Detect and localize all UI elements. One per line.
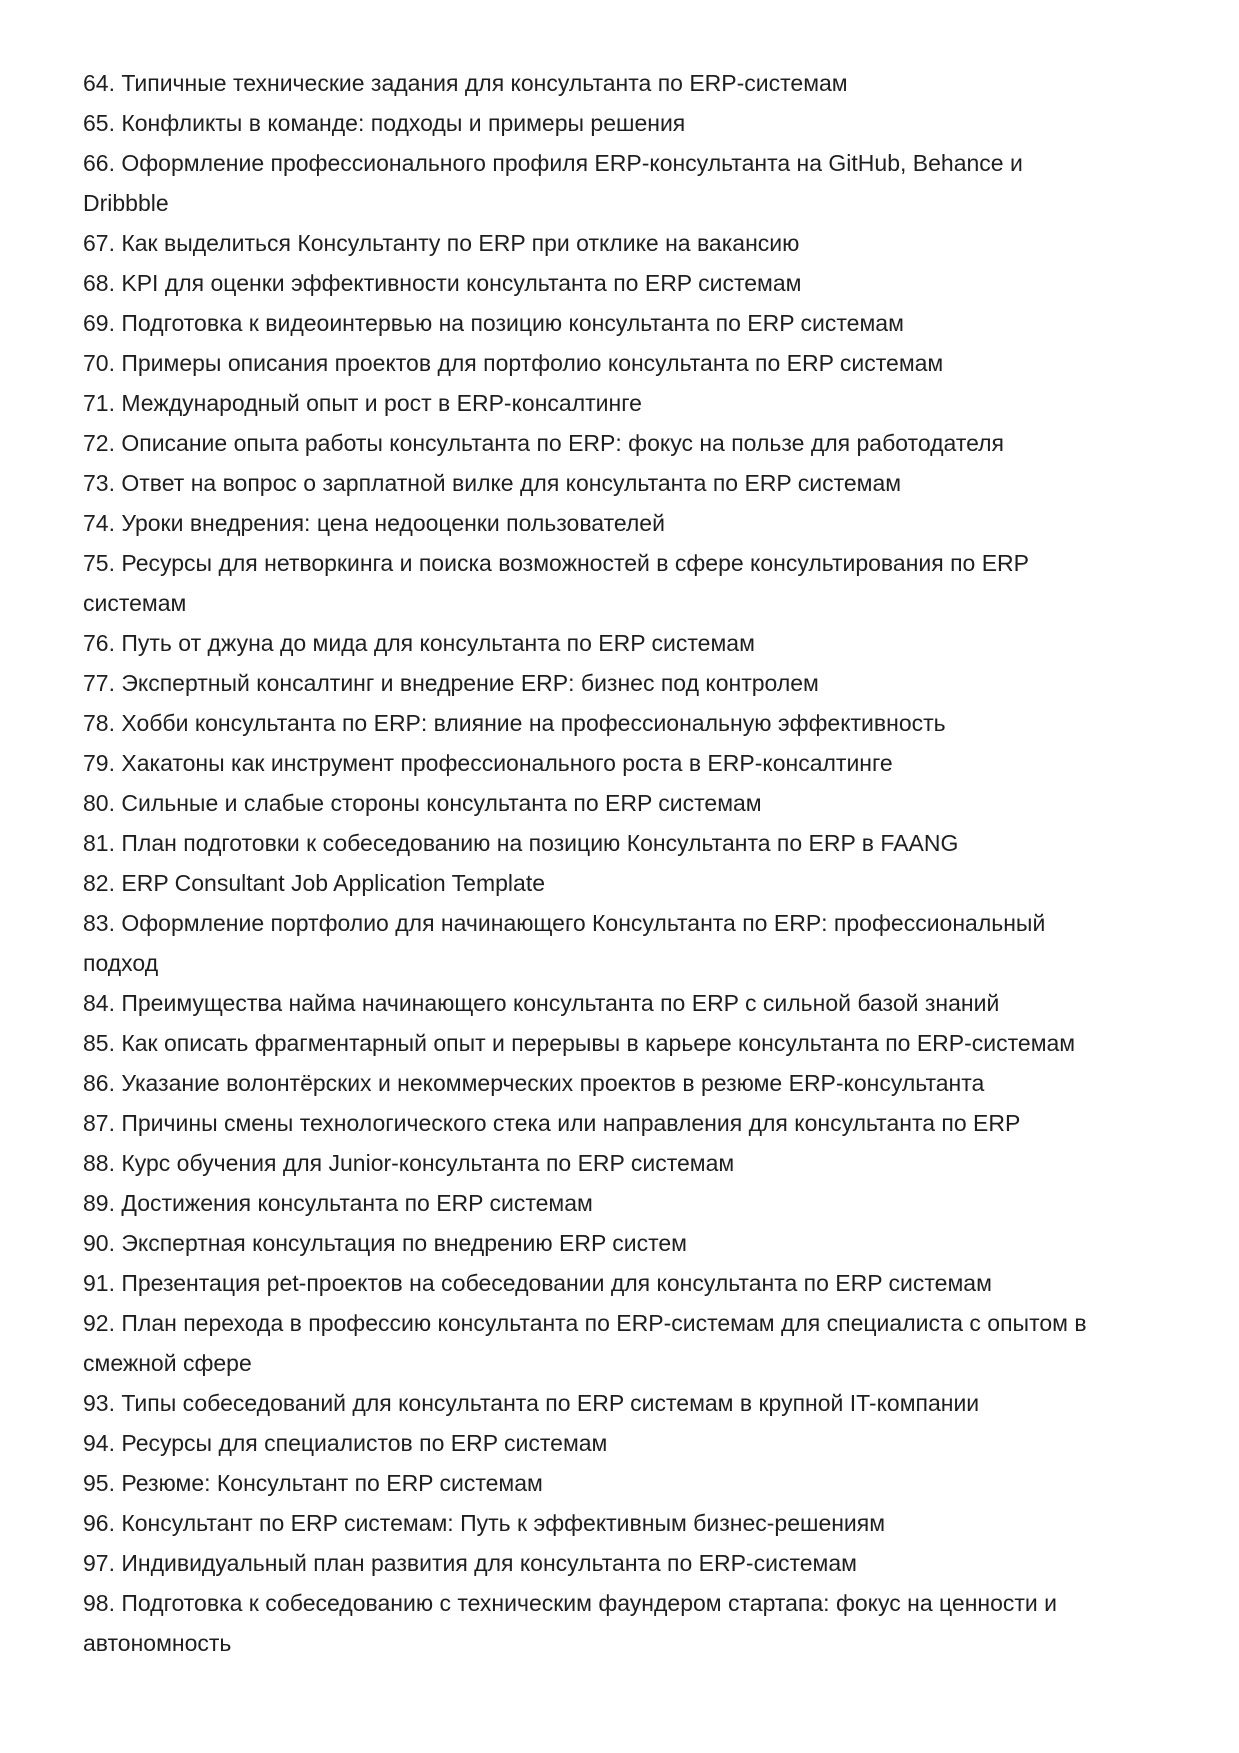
list-item-text: 80. Сильные и слабые стороны консультанта по ERP системам <box>83 790 762 816</box>
list-item <box>83 1103 1087 1143</box>
list-item-text: 88. Курс обучения для Junior-консультанта по ERP системам <box>83 1150 735 1176</box>
list-item <box>83 303 1087 343</box>
list-item <box>83 1263 1087 1303</box>
list-item-text-continuation: подход <box>83 950 159 976</box>
list-item <box>83 1063 1087 1103</box>
list-item-text: 85. Как описать фрагментарный опыт и перерывы в карьере консультанта по ERP-системам <box>83 1030 1076 1056</box>
list-item <box>83 1543 1087 1583</box>
article-list <box>83 63 1087 1663</box>
list-item <box>83 503 1087 543</box>
list-item <box>83 1183 1087 1223</box>
list-item-text: 96. Консультант по ERP системам: Путь к эффективным бизнес-решениям <box>83 1510 886 1536</box>
list-item <box>83 463 1087 503</box>
list-item-text: 77. Экспертный консалтинг и внедрение ERP: бизнес под контролем <box>83 670 819 696</box>
list-item-text: 71. Международный опыт и рост в ERP-консалтинге <box>83 390 642 416</box>
list-item-text: 79. Хакатоны как инструмент профессионального роста в ERP-консалтинге <box>83 750 893 776</box>
list-item-text: 95. Резюме: Консультант по ERP системам <box>83 1470 543 1496</box>
list-item <box>83 983 1087 1023</box>
list-item <box>83 1583 1087 1663</box>
list-item-text: 93. Типы собеседований для консультанта по ERP системам в крупной IT-компании <box>83 1390 980 1416</box>
list-item <box>83 1383 1087 1423</box>
list-item <box>83 863 1087 903</box>
list-item <box>83 743 1087 783</box>
list-item <box>83 1303 1087 1383</box>
list-item <box>83 703 1087 743</box>
list-item-text: 98. Подготовка к собеседованию с техническим фаундером стартапа: фокус на ценности и <box>83 1590 1058 1616</box>
list-item-text-continuation: автономность <box>83 1630 232 1656</box>
list-item <box>83 1503 1087 1543</box>
list-item <box>83 783 1087 823</box>
list-item <box>83 103 1087 143</box>
list-item <box>83 1143 1087 1183</box>
list-item-text: 73. Ответ на вопрос о зарплатной вилке для консультанта по ERP системам <box>83 470 902 496</box>
list-item-text: 64. Типичные технические задания для консультанта по ERP-системам <box>83 70 848 96</box>
list-item-text-continuation: смежной сфере <box>83 1350 252 1376</box>
list-item-text: 69. Подготовка к видеоинтервью на позицию консультанта по ERP системам <box>83 310 904 336</box>
list-item <box>83 663 1087 703</box>
list-item-text: 66. Оформление профессионального профиля ERP-консультанта на GitHub, Behance и <box>83 150 1023 176</box>
list-item <box>83 223 1087 263</box>
list-item-text: 76. Путь от джуна до мида для консультанта по ERP системам <box>83 630 755 656</box>
list-item-text: 65. Конфликты в команде: подходы и примеры решения <box>83 110 686 136</box>
list-item <box>83 343 1087 383</box>
list-item-text: 90. Экспертная консультация по внедрению ERP систем <box>83 1230 687 1256</box>
list-item <box>83 823 1087 863</box>
list-item-text: 92. План перехода в профессию консультанта по ERP-системам для специалиста с опытом в <box>83 1310 1087 1336</box>
list-item <box>83 1223 1087 1263</box>
list-item-text-continuation: системам <box>83 590 187 616</box>
list-item <box>83 263 1087 303</box>
list-item <box>83 1023 1087 1063</box>
list-item <box>83 383 1087 423</box>
list-item-text: 83. Оформление портфолио для начинающего Консультанта по ERP: профессиональный <box>83 910 1046 936</box>
list-item-text: 86. Указание волонтёрских и некоммерческих проектов в резюме ERP-консультанта <box>83 1070 985 1096</box>
list-item-text: 82. ERP Consultant Job Application Template <box>83 870 545 896</box>
list-item <box>83 543 1087 623</box>
list-item-text: 81. План подготовки к собеседованию на позицию Консультанта по ERP в FAANG <box>83 830 959 856</box>
list-item <box>83 1463 1087 1503</box>
list-item <box>83 623 1087 663</box>
list-item-text: 75. Ресурсы для нетворкинга и поиска возможностей в сфере консультирования по ERP <box>83 550 1030 576</box>
list-item-text: 97. Индивидуальный план развития для консультанта по ERP-системам <box>83 1550 857 1576</box>
list-item-text-continuation: Dribbble <box>83 190 169 216</box>
list-item-text: 84. Преимущества найма начинающего консультанта по ERP с сильной базой знаний <box>83 990 1000 1016</box>
list-item <box>83 1423 1087 1463</box>
list-item-text: 94. Ресурсы для специалистов по ERP системам <box>83 1430 608 1456</box>
list-item-text: 72. Описание опыта работы консультанта по ERP: фокус на пользе для работодателя <box>83 430 1004 456</box>
list-item <box>83 143 1087 223</box>
list-item-text: 74. Уроки внедрения: цена недооценки пользователей <box>83 510 665 536</box>
list-item-text: 87. Причины смены технологического стека или направления для консультанта по ERP <box>83 1110 1021 1136</box>
list-item-text: 78. Хобби консультанта по ERP: влияние на профессиональную эффективность <box>83 710 946 736</box>
list-item-text: 68. KPI для оценки эффективности консультанта по ERP системам <box>83 270 802 296</box>
list-item-text: 91. Презентация pet-проектов на собеседовании для консультанта по ERP системам <box>83 1270 992 1296</box>
list-item-text: 70. Примеры описания проектов для портфолио консультанта по ERP системам <box>83 350 944 376</box>
list-item <box>83 903 1087 983</box>
list-item <box>83 63 1087 103</box>
list-item-text: 67. Как выделиться Консультанту по ERP при отклике на вакансию <box>83 230 800 256</box>
list-item-text: 89. Достижения консультанта по ERP системам <box>83 1190 593 1216</box>
list-item <box>83 423 1087 463</box>
